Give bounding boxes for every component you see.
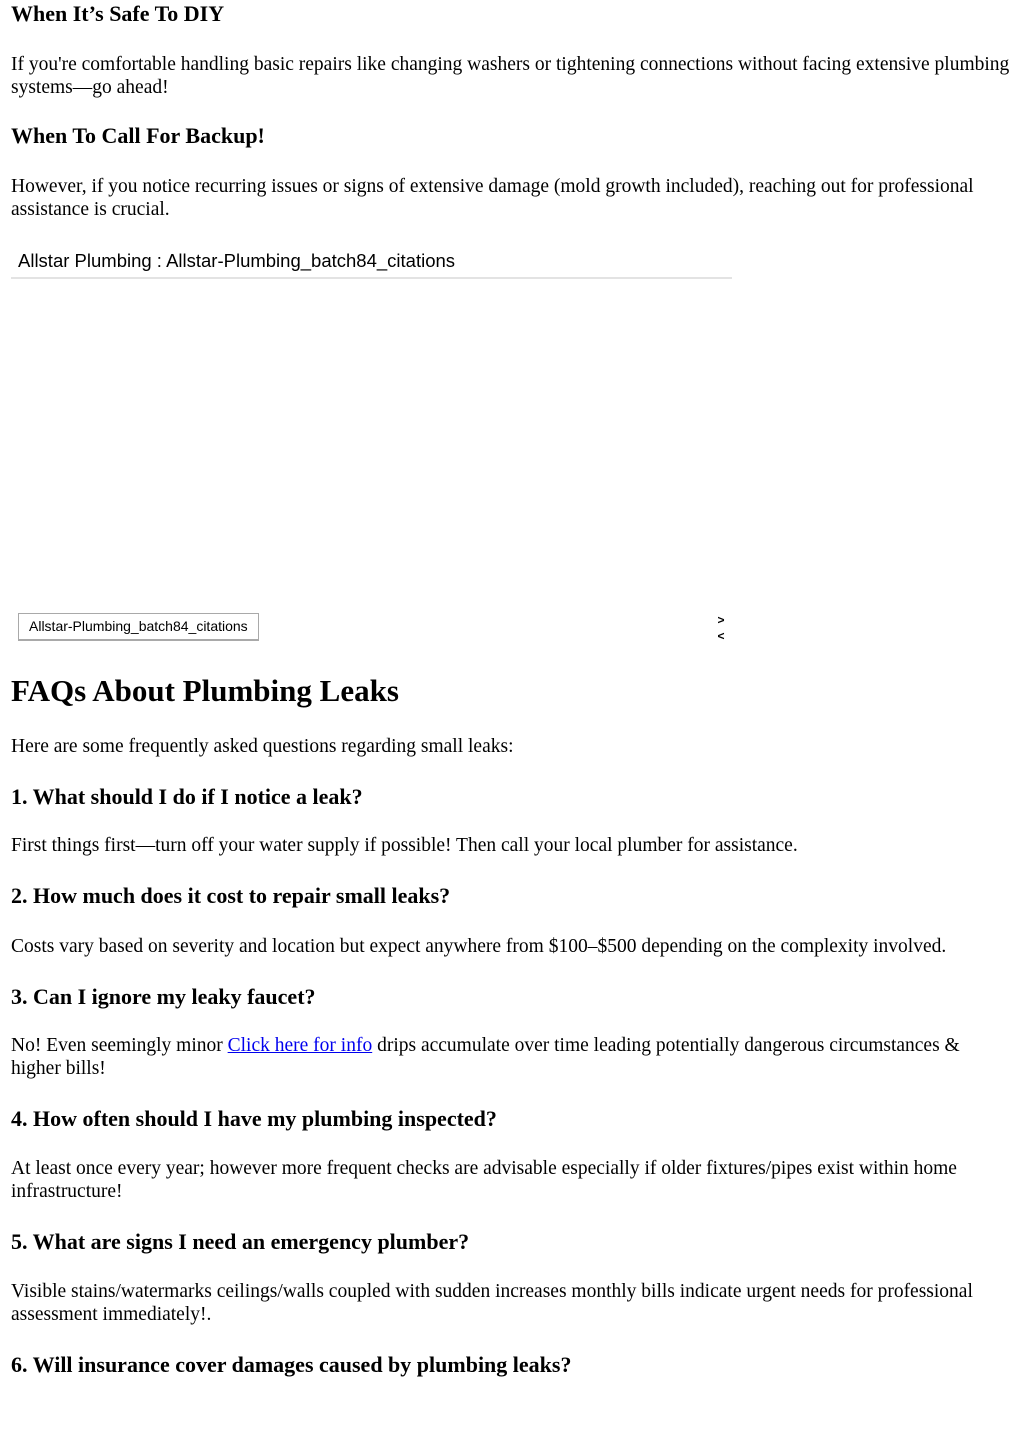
faq-answer-4: At least once every year; however more frequent checks are advisable especially if older fixtures/pipes exist within home infrastructure! [11, 1158, 957, 1202]
faq-answer-3 [11, 1034, 1014, 1080]
backup-text: However, if you notice recurring issues or signs of extensive damage (mold growth included), reaching out for professional assistance is crucial. [11, 176, 974, 220]
chevron-left-icon[interactable]: < [717, 629, 725, 643]
faq-question-1: 1. What should I do if I notice a leak? [11, 784, 363, 809]
embed-document-tab[interactable]: Allstar-Plumbing_batch84_citations [18, 613, 259, 641]
info-link[interactable]: Click here for info [227, 1035, 373, 1056]
embed-title: Allstar Plumbing : Allstar-Plumbing_batch84_citations [11, 245, 732, 279]
faq-answer-3-end: drips accumulate over time leading potentially dangerous circumstances & higher bills! [11, 1035, 960, 1079]
faq-heading: FAQs About Plumbing Leaks [11, 673, 399, 708]
faq-question-6: 6. Will insurance cover damages caused by plumbing leaks? [11, 1352, 572, 1377]
faq-question-2: 2. How much does it cost to repair small leaks? [11, 883, 451, 908]
faq-question-5: 5. What are signs I need an emergency plumber? [11, 1229, 470, 1254]
embed-viewport[interactable] [11, 279, 732, 643]
diy-heading: When It’s Safe To DIY [11, 1, 225, 26]
faq-answer-1: First things first—turn off your water supply if possible! Then call your local plumber for assistance. [11, 835, 798, 856]
faq-answer-5: Visible stains/watermarks ceilings/walls coupled with sudden increases monthly bills indicate urgent needs for professional assessment immediately!. [11, 1281, 973, 1325]
faq-answer-2: Costs vary based on severity and location but expect anywhere from $100–$500 depending on the complexity involved. [11, 936, 947, 957]
embed-navigation [715, 612, 727, 644]
chevron-right-icon[interactable]: > [717, 613, 725, 627]
diy-text: If you're comfortable handling basic repairs like changing washers or tightening connections without facing extensive plumbing systems—go ahead! [11, 54, 1010, 98]
faq-answer-3-start: No! Even seemingly minor [11, 1035, 228, 1056]
faq-intro: Here are some frequently asked questions regarding small leaks: [11, 736, 514, 757]
faq-question-4: 4. How often should I have my plumbing inspected? [11, 1106, 497, 1131]
backup-heading: When To Call For Backup! [11, 123, 265, 148]
faq-question-3: 3. Can I ignore my leaky faucet? [11, 984, 316, 1009]
document-embed-viewer[interactable] [11, 245, 732, 643]
